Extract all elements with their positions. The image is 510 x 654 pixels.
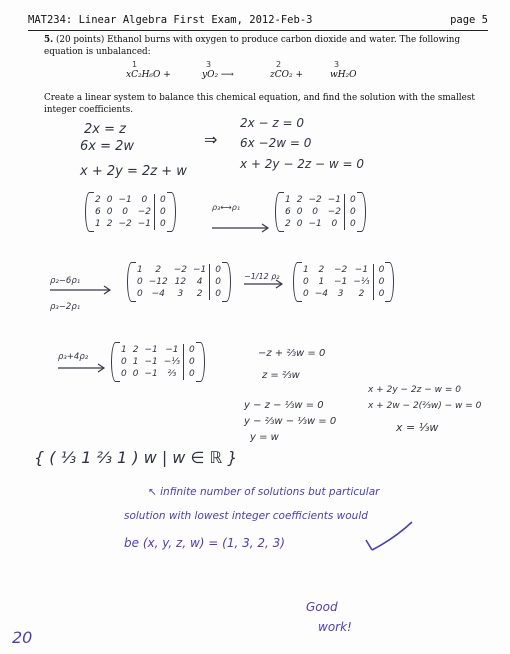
matrix-row [118, 344, 198, 356]
matrix-cell: 1 [318, 277, 325, 287]
matrix-cell: 0 [121, 357, 127, 367]
back-sub-4: y − ⅔w − ⅓w = 0 [244, 416, 337, 427]
coef-x-handwritten: 1 [132, 60, 138, 69]
matrix-cell: 2 [106, 219, 113, 229]
matrix-cell: −1 [354, 265, 369, 275]
hand-sys-1: 2x − z = 0 [240, 116, 305, 130]
matrix-cell: 12 [174, 277, 187, 287]
matrix-cell: −⅓ [353, 277, 370, 287]
hand-eq-1: 2x = z [84, 122, 126, 137]
matrix-cell: −1 [193, 265, 207, 275]
matrix-cell: −⅓ [163, 357, 181, 367]
matrix-table [118, 344, 198, 380]
matrix-cell: −1 [334, 277, 348, 287]
matrix-row [134, 264, 224, 276]
teacher-note-1: ↖ infinite number of solutions but particular [148, 486, 380, 498]
matrix-cell: 4 [196, 277, 203, 287]
hand-sys-2: 6x −2w = 0 [240, 136, 312, 150]
matrix-cell: 6 [95, 207, 101, 217]
page-number: page 5 [450, 14, 488, 26]
chemical-equation [120, 62, 480, 84]
back-sub-7: x + 2w − 2(⅔w) − w = 0 [368, 401, 482, 411]
matrix-cell: 2 [95, 195, 101, 205]
hand-eq-2: 6x = 2w [80, 139, 135, 154]
matrix-cell: 1 [137, 265, 143, 275]
paren-right [357, 192, 366, 232]
arrow-3-head [276, 280, 282, 288]
row-op-1b: ρ₃−2ρ₁ [50, 302, 81, 312]
paren-right [385, 262, 394, 302]
paren-left [127, 262, 136, 302]
hand-eq-3: x + 2y = 2z + w [80, 164, 187, 179]
matrix-row [282, 206, 359, 218]
matrix-row [300, 264, 387, 276]
matrix-augmented-cell: 0 [373, 276, 387, 288]
matrix-augmented-cell: 0 [184, 344, 198, 356]
matrix-cell: −1 [308, 219, 322, 229]
matrix-cell: 0 [106, 195, 113, 205]
matrix-augmented-cell: 0 [155, 206, 169, 218]
matrix-cell: 0 [137, 277, 143, 287]
matrix-row [92, 218, 169, 230]
arrow-2-head [104, 286, 110, 294]
term-ethanol: xC₂H₆O + [126, 70, 171, 80]
back-sub-3: y − z − ⅓w = 0 [244, 400, 324, 411]
matrix-row [300, 276, 387, 288]
matrix-cell: 2 [296, 195, 303, 205]
matrix-cell: 0 [296, 207, 303, 217]
matrix-augmented-cell: 0 [210, 288, 224, 300]
matrix-augmented-cell: 0 [210, 264, 224, 276]
problem-text: (20 points) Ethanol burns with oxygen to produce carbon dioxide and water. The following equation is unbalanced: [44, 35, 461, 57]
row-op-3: ρ₃+4ρ₂ [58, 352, 89, 362]
arrow-4-head [98, 364, 104, 372]
matrix-cell: 0 [132, 369, 139, 379]
problem-statement [44, 34, 484, 58]
matrix-cell: −4 [151, 289, 165, 299]
matrix-augmented-cell: 0 [373, 264, 387, 276]
matrix-augmented-4 [300, 264, 387, 300]
matrix-augmented-3 [134, 264, 224, 300]
matrix-table [134, 264, 224, 300]
back-sub-1: −z + ⅔w = 0 [258, 348, 326, 359]
matrix-cell: 0 [303, 277, 309, 287]
matrix-row [300, 288, 387, 300]
matrix-augmented-cell: 0 [373, 288, 387, 300]
matrix-augmented-cell: 0 [345, 206, 359, 218]
score: 20 [12, 628, 33, 647]
paren-left [275, 192, 284, 232]
matrix-cell: 2 [155, 265, 162, 275]
matrix-cell: 2 [318, 265, 325, 275]
matrix-cell: 0 [121, 369, 127, 379]
matrix-cell: −1 [118, 195, 132, 205]
paren-right [222, 262, 231, 302]
paren-right [167, 192, 176, 232]
paren-left [111, 342, 120, 382]
matrix-table [282, 194, 359, 230]
matrix-cell: −1 [327, 195, 342, 205]
back-sub-8: x = ⅓w [396, 421, 439, 434]
matrix-cell: 0 [122, 207, 128, 217]
instruction-text: Create a linear system to balance this chemical equation, and find the solution with the smallest integer coefficients. [44, 93, 475, 115]
matrix-row [92, 194, 169, 206]
paren-left [85, 192, 94, 232]
back-sub-2: z = ⅔w [262, 370, 300, 381]
term-co2: zCO₂ + [270, 70, 304, 80]
matrix-cell: 3 [177, 289, 184, 299]
matrix-augmented-cell: 0 [155, 218, 169, 230]
matrix-cell: 0 [141, 195, 148, 205]
matrix-augmented-cell: 0 [184, 368, 198, 380]
teacher-comment-2: work! [318, 620, 352, 634]
teacher-note-3: be (x, y, z, w) = (1, 3, 2, 3) [124, 536, 285, 550]
matrix-cell: 1 [95, 219, 101, 229]
teacher-note-2: solution with lowest integer coefficients would [124, 510, 368, 522]
row-op-swap: ρ₃⟷ρ₁ [212, 203, 241, 212]
matrix-row [134, 288, 224, 300]
matrix-cell: −12 [148, 277, 168, 287]
row-op-1a: ρ₂−6ρ₁ [50, 276, 81, 286]
matrix-cell: 0 [303, 289, 309, 299]
matrix-augmented-cell: 0 [210, 276, 224, 288]
matrix-cell: ⅔ [167, 369, 177, 379]
matrix-cell: 0 [331, 219, 338, 229]
teacher-comment-1: Good [306, 600, 338, 614]
matrix-cell: −2 [334, 265, 348, 275]
matrix-cell: 2 [196, 289, 203, 299]
term-oxygen: yO₂ ⟶ [202, 70, 234, 80]
matrix-cell: −4 [314, 289, 329, 299]
matrix-augmented-cell: 0 [345, 218, 359, 230]
matrix-cell: 3 [337, 289, 344, 299]
matrix-cell: 0 [106, 207, 113, 217]
term-water: wH₂O [330, 70, 357, 80]
matrix-cell: 0 [312, 207, 318, 217]
problem-number: 5. [44, 35, 54, 45]
matrix-row [118, 368, 198, 380]
hand-sys-3: x + 2y − 2z − w = 0 [240, 157, 364, 171]
page-header [28, 12, 488, 31]
paren-right [196, 342, 205, 382]
matrix-cell: 0 [296, 219, 303, 229]
matrix-augmented-1 [92, 194, 169, 230]
coef-y-handwritten: 3 [206, 60, 212, 69]
matrix-cell: 2 [358, 289, 365, 299]
matrix-cell: −1 [144, 369, 158, 379]
paren-left [293, 262, 302, 302]
matrix-cell: 1 [121, 345, 127, 355]
back-sub-6: x + 2y − 2z − w = 0 [368, 385, 461, 395]
matrix-cell: 1 [303, 265, 309, 275]
matrix-augmented-2 [282, 194, 359, 230]
matrix-cell: −1 [144, 357, 158, 367]
matrix-row [92, 206, 169, 218]
matrix-cell: −1 [144, 345, 158, 355]
matrix-augmented-cell: 0 [155, 194, 169, 206]
checkmark-tail [366, 540, 372, 550]
matrix-augmented-cell: 0 [184, 356, 198, 368]
matrix-cell: −1 [137, 219, 152, 229]
matrix-cell: −2 [118, 219, 132, 229]
matrix-cell: 2 [132, 345, 139, 355]
matrix-cell: 2 [285, 219, 291, 229]
matrix-cell: 0 [137, 289, 143, 299]
solution-set: { ( ⅓ 1 ⅔ 1 ) w | w ∈ ℝ } [34, 448, 238, 467]
matrix-cell: 6 [285, 207, 291, 217]
matrix-cell: −2 [308, 195, 322, 205]
matrix-row [118, 356, 198, 368]
row-op-scale: −1/12 ρ₂ [244, 272, 280, 281]
matrix-cell: 1 [285, 195, 291, 205]
course-title: MAT234: Linear Algebra First Exam, 2012-Feb-3 [28, 14, 313, 26]
matrix-augmented-5 [118, 344, 198, 380]
checkmark [372, 522, 412, 550]
matrix-cell: −2 [173, 265, 188, 275]
arrow-1-head [262, 224, 268, 232]
coef-z-handwritten: 2 [276, 60, 282, 69]
matrix-row [134, 276, 224, 288]
matrix-row [282, 218, 359, 230]
matrix-cell: 1 [132, 357, 139, 367]
matrix-row [282, 194, 359, 206]
coef-w-handwritten: 3 [334, 60, 340, 69]
matrix-table [300, 264, 387, 300]
matrix-table [92, 194, 169, 230]
matrix-augmented-cell: 0 [345, 194, 359, 206]
back-sub-5: y = w [250, 432, 279, 443]
matrix-cell: −2 [327, 207, 342, 217]
implies-arrow: ⇒ [204, 130, 218, 149]
matrix-cell: −2 [137, 207, 152, 217]
matrix-cell: −1 [165, 345, 179, 355]
